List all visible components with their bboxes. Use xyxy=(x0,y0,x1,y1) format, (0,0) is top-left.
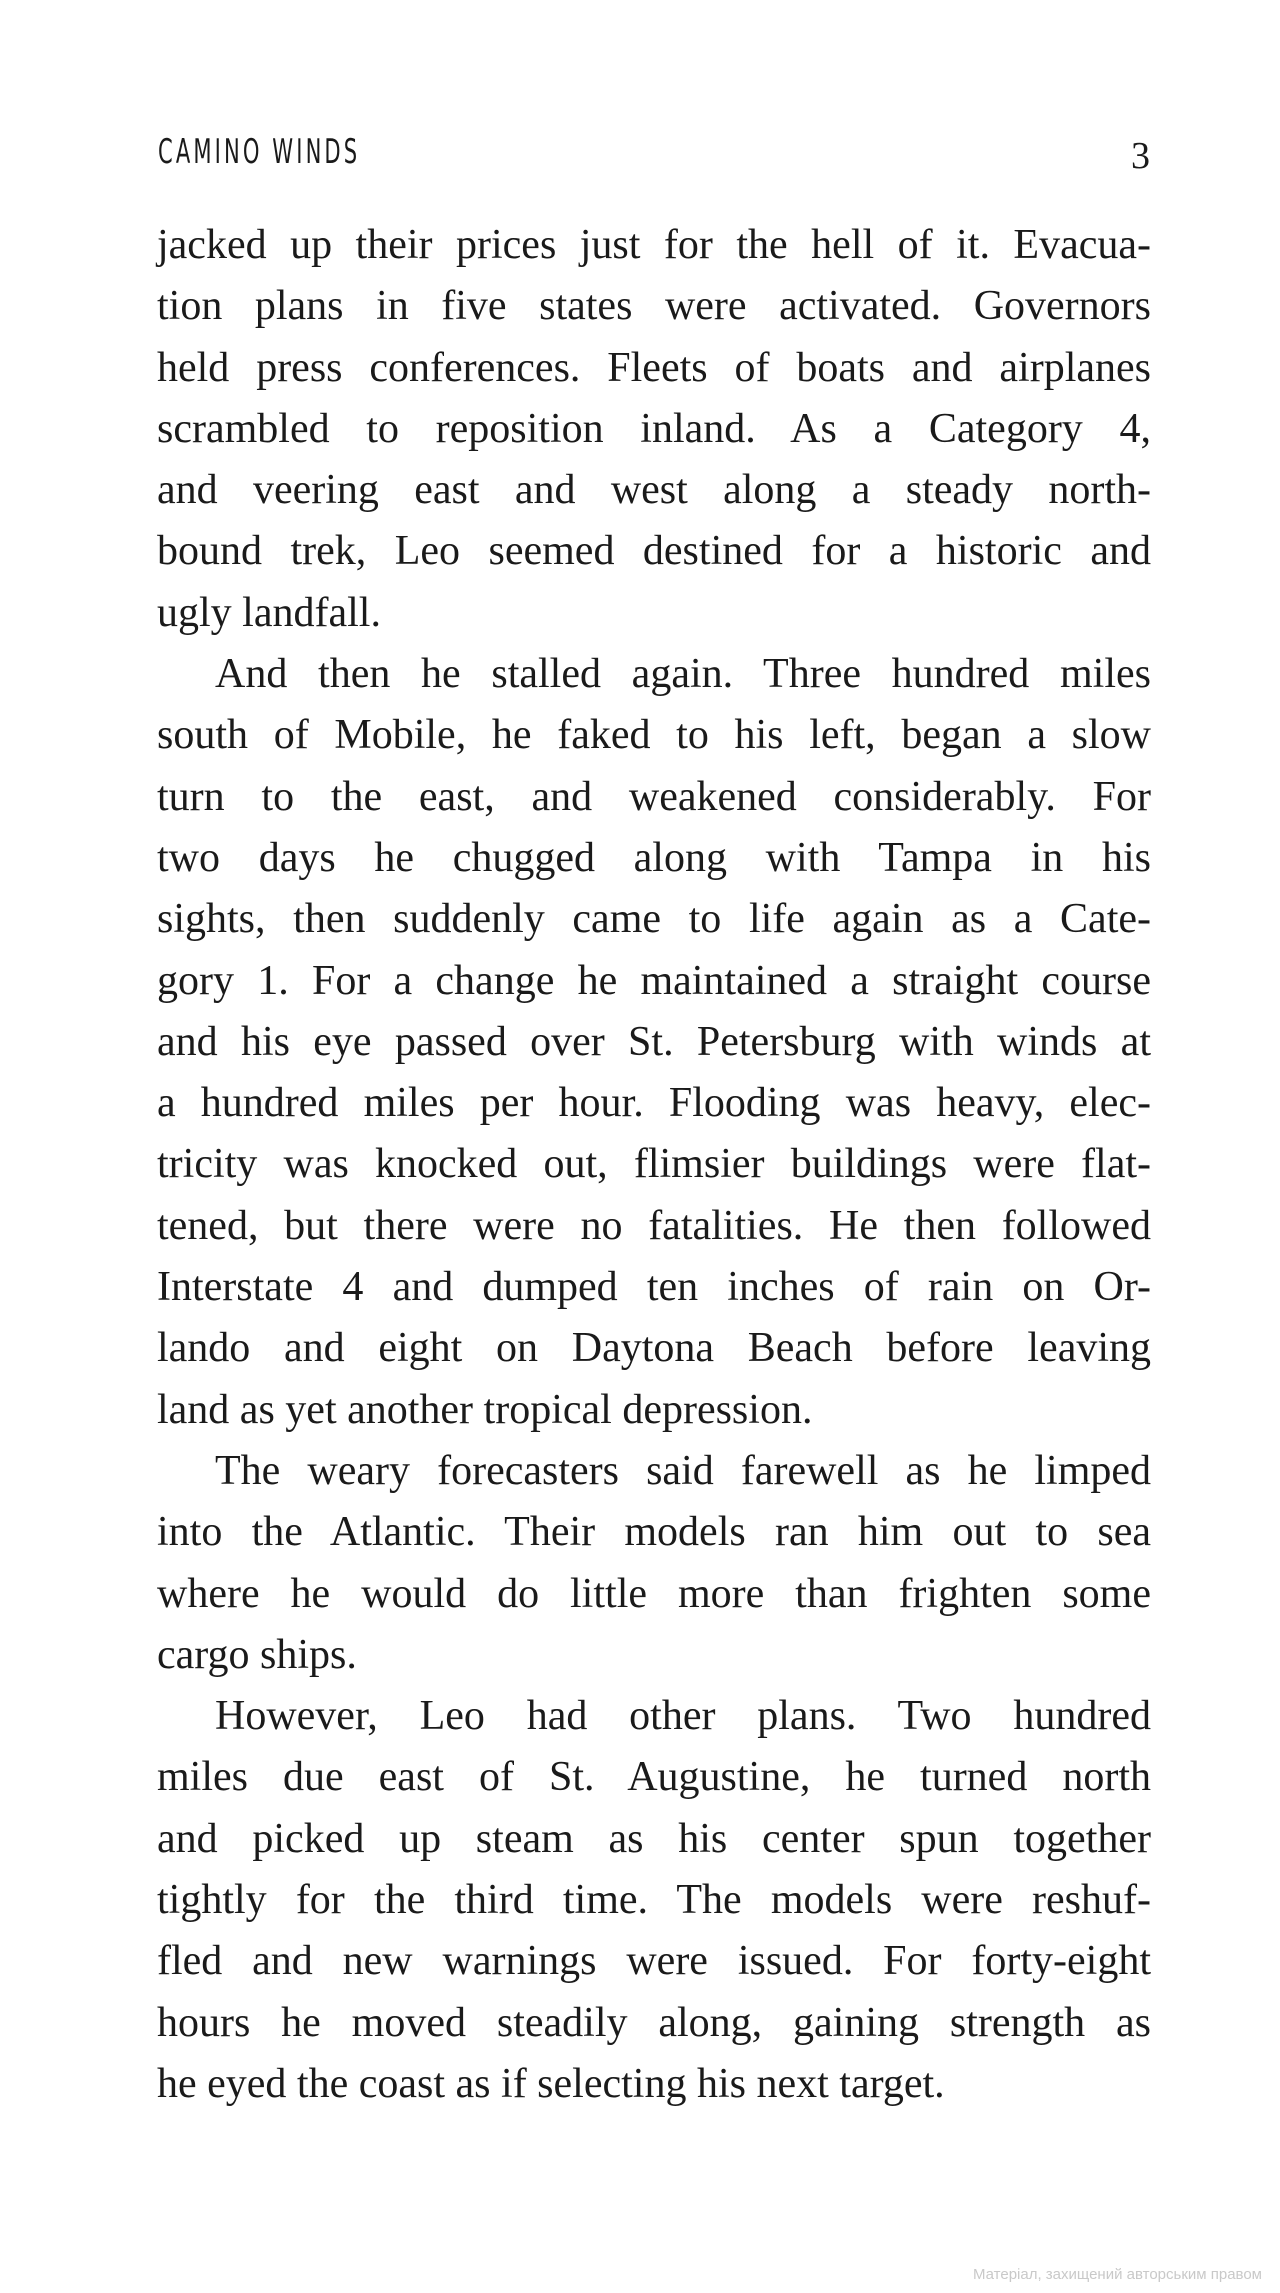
copyright-watermark: Матеріал, захищений авторським правом xyxy=(972,2266,1262,2283)
text-line: where he would do little more than frighten some xyxy=(157,1570,1151,1617)
text-line: south of Mobile, he faked to his left, began a slow xyxy=(157,712,1151,759)
paragraph xyxy=(157,1686,1151,2115)
text-line: cargo ships. xyxy=(157,1631,357,1678)
text-line: hours he moved steadily along, gaining strength as xyxy=(157,1999,1151,2046)
text-line: and his eye passed over St. Petersburg with winds at xyxy=(157,1018,1151,1065)
text-line: tion plans in five states were activated. Governors xyxy=(157,283,1151,330)
text-line: and veering east and west along a steady north- xyxy=(157,467,1151,514)
text-line: scrambled to reposition inland. As a Category 4, xyxy=(157,405,1151,452)
page-number: 3 xyxy=(1131,135,1150,177)
paragraph xyxy=(157,1441,1151,1686)
text-line: turn to the east, and weakened considerably. For xyxy=(157,773,1151,820)
text-line: lando and eight on Daytona Beach before leaving xyxy=(157,1325,1151,1372)
text-line: tricity was knocked out, flimsier buildings were flat- xyxy=(157,1141,1151,1188)
text-line: gory 1. For a change he maintained a straight course xyxy=(157,957,1151,1004)
text-line: sights, then suddenly came to life again as a Cate- xyxy=(157,896,1151,943)
body-text xyxy=(157,215,1151,2115)
text-line: The weary forecasters said farewell as he limped xyxy=(215,1447,1151,1494)
text-line: a hundred miles per hour. Flooding was heavy, elec- xyxy=(157,1080,1151,1127)
text-line: and picked up steam as his center spun together xyxy=(157,1815,1151,1862)
running-title: CAMINO WINDS xyxy=(158,132,361,172)
text-line: jacked up their prices just for the hell of it. Evacua- xyxy=(157,222,1151,268)
text-line: held press conferences. Fleets of boats and airplanes xyxy=(157,344,1151,391)
text-line: fled and new warnings were issued. For forty-eight xyxy=(157,1938,1151,1985)
text-line: However, Leo had other plans. Two hundred xyxy=(215,1693,1151,1740)
text-line: tightly for the third time. The models were reshuf- xyxy=(157,1877,1151,1924)
text-line: he eyed the coast as if selecting his next target. xyxy=(157,2060,945,2107)
text-line: tened, but there were no fatalities. He then followed xyxy=(157,1202,1151,1249)
text-line: two days he chugged along with Tampa in his xyxy=(157,834,1151,881)
text-line: ugly landfall. xyxy=(157,589,381,636)
text-line: And then he stalled again. Three hundred miles xyxy=(215,651,1151,698)
paragraph xyxy=(157,215,1151,644)
text-line: bound trek, Leo seemed destined for a historic and xyxy=(157,528,1151,575)
paragraph xyxy=(157,644,1151,1441)
text-line: Interstate 4 and dumped ten inches of rain on Or- xyxy=(157,1264,1151,1311)
text-line: land as yet another tropical depression. xyxy=(157,1386,813,1433)
text-line: into the Atlantic. Their models ran him out to sea xyxy=(157,1509,1151,1556)
text-line: miles due east of St. Augustine, he turned north xyxy=(157,1754,1151,1801)
